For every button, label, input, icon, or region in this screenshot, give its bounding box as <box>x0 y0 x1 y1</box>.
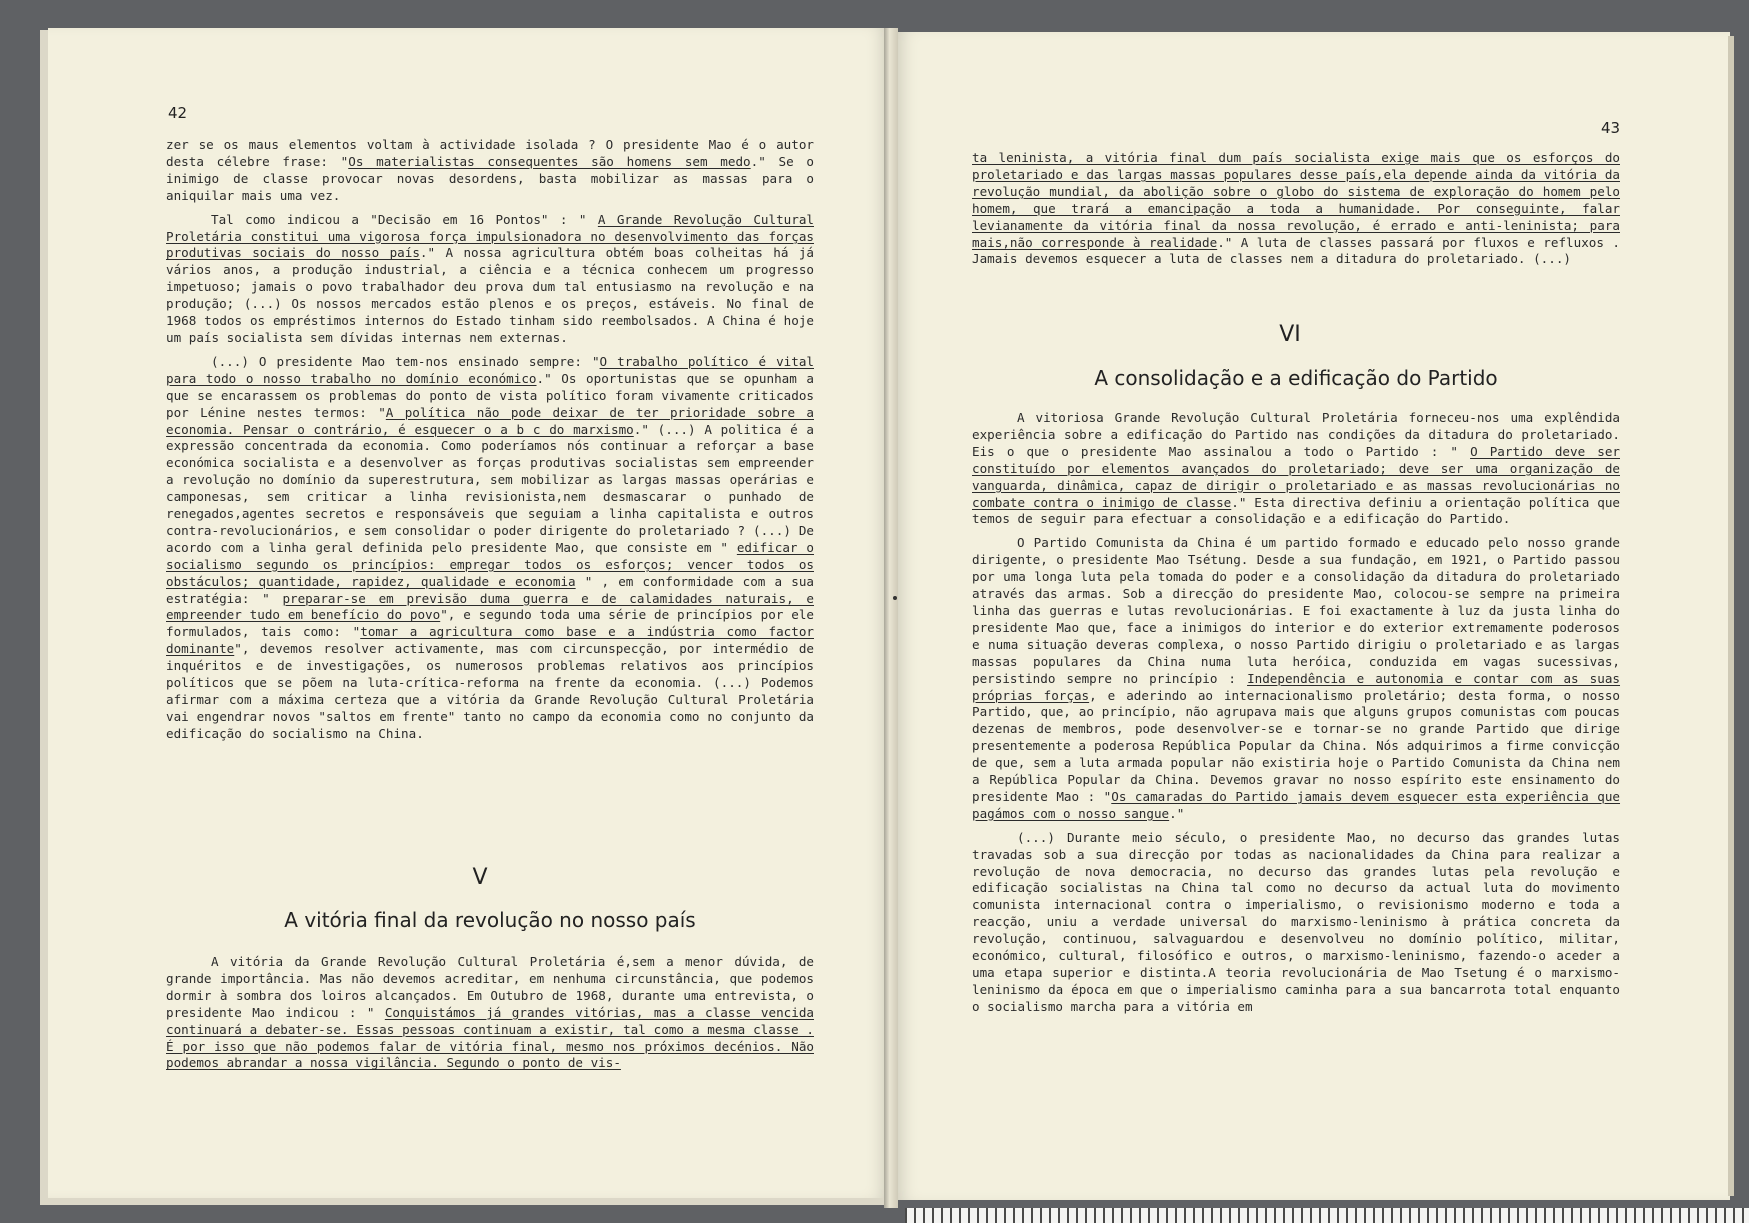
scan-ruler-ticks <box>905 1208 1749 1223</box>
left-page-number: 42 <box>168 104 188 122</box>
section-number-vi: VI <box>1279 322 1301 347</box>
paragraph <box>972 410 1620 528</box>
text-run: , e aderindo ao internacionalismo proletário; desta forma, o nosso Partido, que, ao princípio, não agrupava mais que alguns grupos comunistas com poucas dezenas de membros, pode desenvolver-se e tornar-se no grande Partido que dirige presentemente a poderosa República Popular da China. Nós adquirimos a firme convicção de que, sem a luta armada popular não existiria hoje o Partido Comunista da China nem a República Popular da China. Devemos gravar no nosso espírito este ensinamento do presidente Mao : " <box>972 687 1621 804</box>
paragraph <box>972 150 1620 268</box>
text-run: Tal como indicou a "Decisão em 16 Pontos" : " <box>211 211 598 227</box>
underlined-quote: Os camaradas do Partido jamais devem esquecer esta experiência que pagámos com o nosso sangue <box>972 788 1621 821</box>
underlined-quote: ta leninista, a vitória final dum país socialista exige mais que os esforços do proletariado e das largas massas populares desse país,ela depende ainda da vitória da revolução mundial, da abolição sobre o globo do sistema de exploração do homem pelo homem, que trará a emancipação a toda a humanidade. Por conseguinte, falar levianamente da vitória final da nossa revolução, é errado e anti-leninista; para mais,não corresponde à realidade <box>972 150 1620 250</box>
section-title-v: A vitória final da revolução no nosso país <box>284 908 696 932</box>
underlined-quote: preparar-se em previsão duma guerra e de calamidades naturais, e empreender tudo em benefício do povo <box>166 590 814 623</box>
underlined-quote: O Partido deve ser constituído por elementos avançados do proletariado; deve ser uma organização de vanguarda, dinâmica, capaz de dirigir o proletariado e as massas revolucionárias no combate contra o inimigo de classe <box>972 443 1620 510</box>
text-run: (...) O presidente Mao tem-nos ensinado sempre: " <box>211 353 600 369</box>
paragraph <box>166 212 814 347</box>
underlined-quote: edificar o socialismo segundo os princípios: empregar todos os esforços; vencer todos os obstáculos; quantidade, rapidez, qualidade e economia <box>166 539 814 589</box>
right-page-body-text <box>972 150 1620 275</box>
binding-dot <box>893 596 897 600</box>
text-run: A vitoriosa Grande Revolução Cultural Proletária forneceu-nos uma explêndida experiência sobre a edificação do Partido nas condições da ditadura do proletariado. Eis o que o presidente Mao assinalou a todo o Partido : " <box>972 410 1620 459</box>
left-section-body-text <box>166 954 814 1079</box>
text-run: ." <box>1169 805 1185 821</box>
text-run: ." Esta directiva definiu a orientação política que temos de seguir para efectuar a consolidação e a edificação do Partido. <box>972 494 1621 527</box>
text-run: ", e segundo toda uma série de princípios por ele formulados, tais como: " <box>166 607 814 640</box>
section-title-vi: A consolidação e a edificação do Partido <box>1094 366 1498 390</box>
right-page-edge <box>1728 36 1734 1196</box>
underlined-quote: Os materialistas consequentes são homens sem medo <box>348 153 751 169</box>
text-run: " , em conformidade com a sua estratégia: " <box>166 573 814 606</box>
text-run: ." A luta de classes passará por fluxos e refluxos . Jamais devemos esquecer a luta de classes nem a ditadura do proletariado. (...) <box>972 234 1620 267</box>
paragraph <box>166 354 814 743</box>
underlined-quote: A política não pode deixar de ter prioridade sobre a economia. Pensar o contrário, é esquecer o a b c do marxismo <box>166 404 814 437</box>
underlined-quote: Conquistámos já grandes vitórias, mas a classe vencida continuará a debater-se. Essas pessoas continuam a existir, tal como a mesma classe . É por isso que não podemos falar de vitória final, mesmo nos próximos decénios. Não podemos abrandar a nossa vigilância. Segundo o ponto de vis- <box>166 1004 815 1071</box>
right-section-body-text <box>972 410 1620 1023</box>
underlined-quote: A Grande Revolução Cultural Proletária constitui uma vigorosa força impulsionadora no desenvolvimento das forças produtivas sociais do nosso país <box>166 211 814 261</box>
paragraph <box>166 954 814 1072</box>
underlined-quote: O trabalho político é vital para todo o nosso trabalho no domínio económico <box>166 353 814 386</box>
paragraph <box>972 535 1620 822</box>
section-number-v: V <box>472 865 488 890</box>
underlined-quote: Independência e autonomia e contar com as suas próprias forças <box>972 670 1621 703</box>
text-run: ." (...) A politica é a expressão concentrada da economia. Como poderíamos nós continuar a reforçar a base económica socialista e a desenvolver as forças produtivas socialistas sem empreender a revolução no domínio da superestrutura, sem mobilizar as largas massas operárias e camponesas, sem criticar a linha revisionista,nem desmascarar o punhado de renegados,agentes secretos e responsáveis que seguiam a linha capitalista e outros contra-revolucionários, e sem consolidar o poder dirigente do proletariado ? (...) De acordo com a linha geral definida pelo presidente Mao, que consiste em " <box>166 421 814 555</box>
text-run: A vitória da Grande Revolução Cultural Proletária é,sem a menor dúvida, de grande importância. Mas não devemos acreditar, em nenhuma circunstância, que podemos dormir à sombra dos loiros alcançados. Em Outubro de 1968, durante uma entrevista, o presidente Mao indicou : " <box>166 954 814 1020</box>
text-run: ." Os oportunistas que se opunham a que se encarassem os problemas do ponto de vista político foram vivamente criticados por Lénine nestes termos: " <box>166 370 815 420</box>
book-spine <box>884 28 898 1208</box>
text-run: ", devemos resolver activamente, mas com circunspecção, por intermédio de inquéritos e de investigações, os numerosos problemas relativos aos princípios políticos que se põem na luta-crítica-reforma na frente da economia. (...) Podemos afirmar com a máxima certeza que a vitória da Grande Revolução Cultural Proletária vai engendrar novos "saltos em frente" tanto no campo da economia como no conjunto da edificação do socialismo na China. <box>166 641 814 741</box>
text-run: ." Se o inimigo de classe provocar novas desordens, basta mobilizar as massas para o aniquilar mais uma vez. <box>166 153 815 203</box>
paragraph <box>972 830 1620 1016</box>
text-run: O Partido Comunista da China é um partido formado e educado pelo nosso grande dirigente, o presidente Mao Tsétung. Desde a sua fundação, em 1921, o Partido passou por uma longa luta pela tomada do poder e a consolidação da ditadura do proletariado através das armas. Sob a direcção do presidente Mao, colocou-se sempre na primeira linha das guerras e lutas revolucionárias. E foi exactamente à luz da justa linha do presidente Mao que, face a inimigos do interior e do exterior extremamente poderosos e numa situação deveras complexa, o nosso Partido dirigiu o proletariado e as largas massas populares da China numa luta heróica, conduzida em vagas sucessivas, persistindo sempre no princípio : <box>972 535 1620 686</box>
text-run: (...) Durante meio século, o presidente Mao, no decurso das grandes lutas travadas sob a sua direcção por todas as nacionalidades da China para realizar a revolução de nova democracia, no decurso das grandes lutas pela revolução e edificação socialistas na China tal como no decurso da actual luta do movimento comunista internacional contra o imperialismo, o revisionismo moderno e toda a reacção, uniu a verdade universal do marxismo-leninismo à prática concreta da revolução, continuou, salvaguardou e desenvolveu no domínio político, militar, económico, cultural, filosófico e outros, o marxismo-leninismo, fazendo-o aceder a uma etapa superior e distinta.A teoria revolucionária de Mao Tsetung é o marxismo-leninismo da época em que o imperialismo caminha para a sua bancarrota total enquanto o socialismo marcha para a vitória em <box>972 829 1620 1014</box>
right-page-number: 43 <box>1601 119 1621 137</box>
text-run: ." A nossa agricultura obtém boas colheitas há já vários anos, a produção industrial, a ciência e a técnica conhecem um progresso impetuoso; jamais o povo trabalhador deu prova dum tal entusiasmo na revolução e na produção; (...) Os nossos mercados estão plenos e os preços, estáveis. No final de 1968 todos os empréstimos internos do Estado tinham sido reembolsados. A China é hoje um país socialista sem dívidas internas nem externas. <box>166 245 814 345</box>
text-run: zer se os maus elementos voltam à actividade isolada ? O presidente Mao é o autor desta célebre frase: " <box>166 137 814 169</box>
underlined-quote: tomar a agricultura como base e a indústria como factor dominante <box>166 624 814 657</box>
left-page-body-text <box>166 137 814 750</box>
paragraph <box>166 137 814 205</box>
